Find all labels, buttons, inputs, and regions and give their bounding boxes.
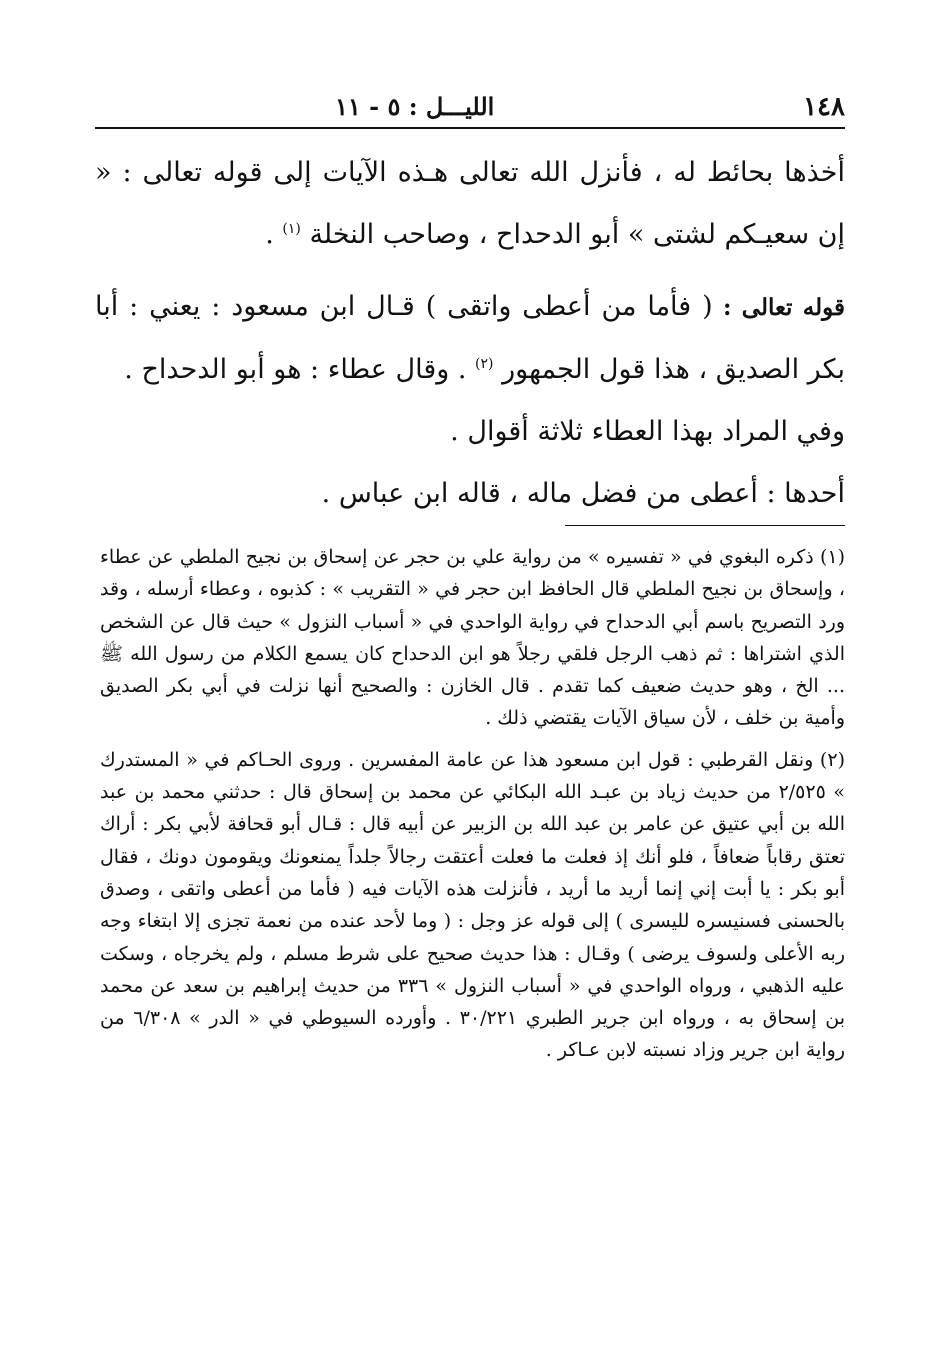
footnote-ref-1: (١) — [282, 221, 301, 237]
paragraph-1-text: أخذها بحائط له ، فأنزل الله تعالى هـذه الآيات إلى قوله تعالى : « إن سعيـكم لشتى » أبو الدحداح ، وصاحب النخلة — [95, 157, 845, 250]
paragraph-1 — [95, 142, 845, 266]
footnote-1: (١) ذكره البغوي في « تفسيره » من رواية علي بن حجر عن إسحاق بن نجيح الملطي عن عطاء ، وإسحاق بن نجيح الملطي قال الحافظ ابن حجر في « التقريب » : كذبوه ، وعطاء أرسله ، وقد ورد التصريح باسم أبي الدحداح في رواية الواحدي في « أسباب النزول » حيث قال عن الشخص الذي اشتراها : ثم ذهب الرجل فلقي رجلاً هو ابن الدحداح كان يسمع الكلام من رسول الله ﷺ ... الخ ، وهو حديث ضعيف كما تقدم . قال الخازن : والصحيح أنها نزلت في أبي بكر الصديق وأمية بن خلف ، لأن سياق الآيات يقتضي ذلك . — [100, 546, 845, 730]
verse-lead: قوله تعالى : — [712, 294, 845, 321]
paragraph-2-text: ( فأما من أعطى واتقى ) قـال ابن مسعود : يعني : أبا بكر الصديق ، هذا قول الجمهور — [95, 291, 845, 385]
paragraph-1-end: . — [265, 219, 283, 250]
page-header — [95, 88, 845, 128]
running-title: الليـــل : ٥ - ١١ — [335, 92, 495, 121]
main-text — [95, 142, 845, 525]
paragraph-3: وفي المراد بهذا العطاء ثلاثة أقوال . — [450, 416, 845, 447]
paragraph-2 — [95, 276, 845, 401]
header-rule — [95, 127, 845, 129]
footnote-2: (٢) ونقل القرطبي : قول ابن مسعود هذا عن عامة المفسرين . وروى الحـاكم في « المستدرك » ٢/٥٢٥ من حديث زياد بن عبـد الله البكائي عن محمد بن إسحاق قال : حدثني محمد بن عبد الله بن أبي عتيق عن عامر بن عبد الله بن الزبير عن أبيه قال : قـال أبو قحافة لأبي بكر : أراك تعتق رقاباً ضعافاً ، فلو أنك إذ فعلت ما فعلت أعتقت رجالاً جلداً يمنعونك ويقومون دونك ، فقال أبو بكر : يا أبت إني إنما أريد ما أريد ، فأنزلت هذه الآيات فيه ( فأما من أعطى واتقى ، وصدق بالحسنى فسنيسره لليسرى ) إلى قوله عز وجل : ( وما لأحد عنده من نعمة تجزى إلا ابتغاء وجه ربه الأعلى ولسوف يرضى ) وقـال : هذا حديث صحيح على شرط مسلم ، ولم يخرجاه ، وسكت عليه الذهبي ، ورواه الواحدي في « أسباب النزول » ٣٣٦ من حديث إبراهيم بن سعد عن محمد بن إسحاق به ، ورواه ابن جرير الطبري ٣٠/٢٢١ . وأورده السيوطي في « الدر » ٦/٣٠٨ من رواية ابن جرير وزاد نسبته لابن عـاكر . — [100, 748, 845, 1062]
page-number: ١٤٨ — [803, 92, 845, 122]
paragraph-2-end: . وقال عطاء : هو أبو الدحداح . — [124, 354, 476, 385]
footnote-separator — [565, 525, 845, 526]
footnote-ref-2: (٢) — [475, 356, 494, 372]
footnotes — [100, 541, 845, 1067]
paragraph-4: أحدها : أعطى من فضل ماله ، قاله ابن عباس . — [321, 478, 845, 509]
